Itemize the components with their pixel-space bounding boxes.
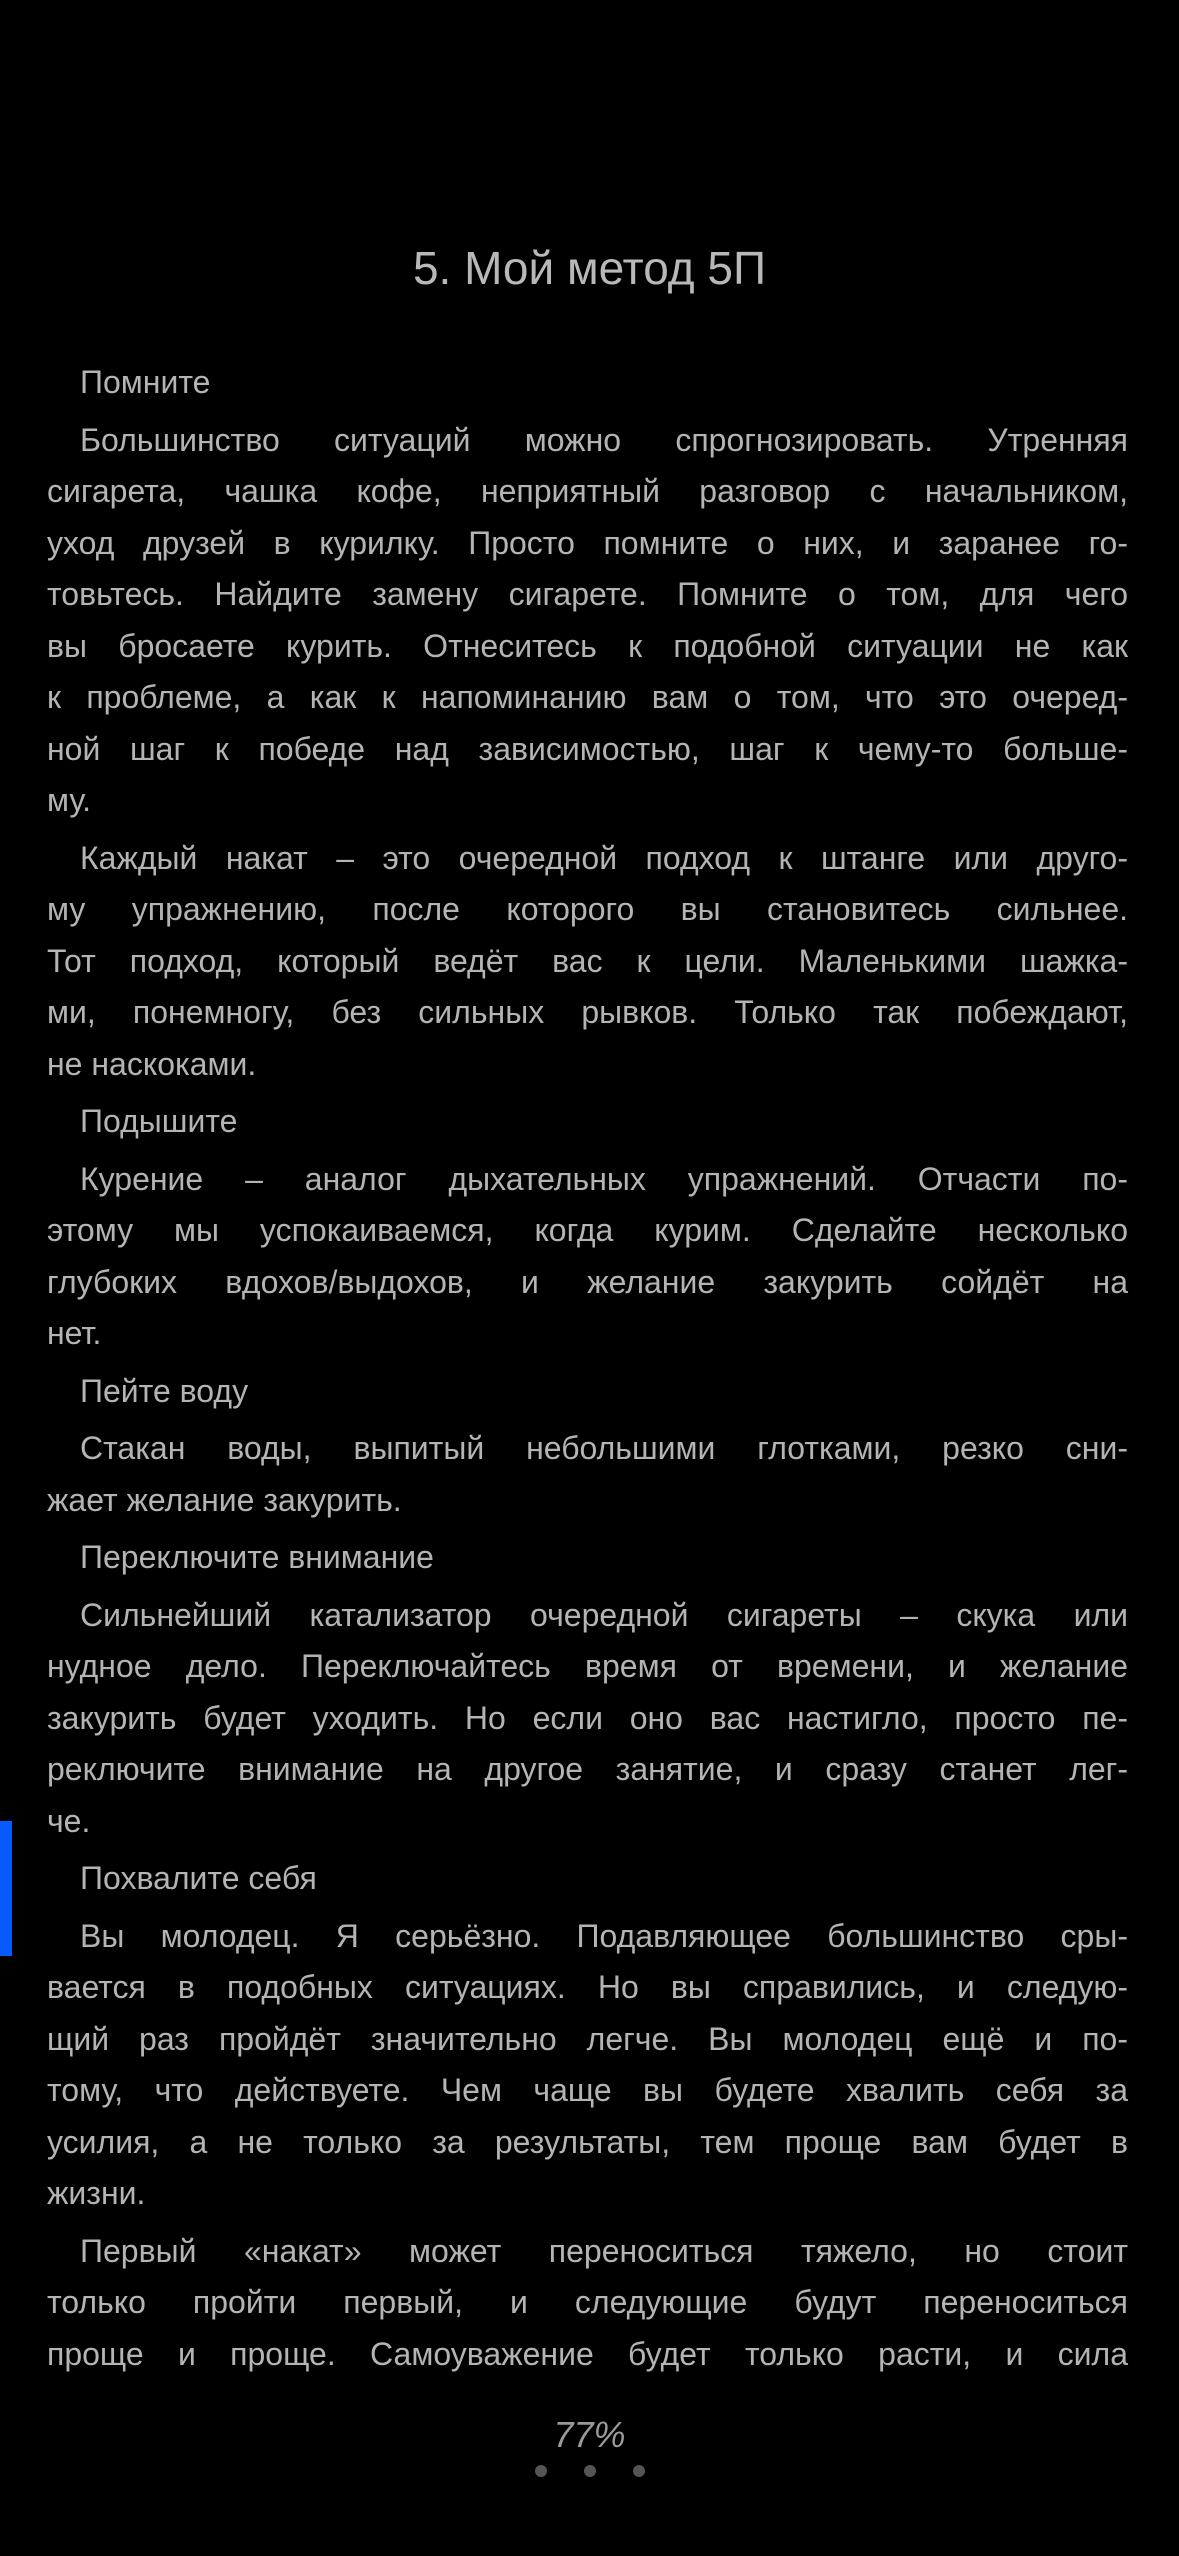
text-line: Подышите (80, 1103, 238, 1139)
text-line: ми, понемногу, без сильных рывков. Только так побеждают, (47, 994, 1128, 1030)
text-line: Каждый накат – это очередной подход к штанге или друго- (80, 839, 1128, 876)
text-line: жизни. (47, 2175, 146, 2211)
text-line: закурить будет уходить. Но если оно вас настигло, просто пе- (47, 1699, 1128, 1736)
reading-position-marker[interactable] (0, 1821, 12, 1956)
text-line: проще и проще. Самоуважение будет только расти, и сила (47, 2335, 1128, 2372)
chapter-title: 5. Мой метод 5П (412, 242, 767, 294)
text-line: этому мы успокаиваемся, когда курим. Сделайте несколько (47, 1212, 1128, 1248)
dot-icon (633, 2465, 645, 2477)
text-line: му упражнению, после которого вы становитесь сильнее. (47, 891, 1128, 927)
text-line: Курение – аналог дыхательных упражнений. Отчасти по- (80, 1160, 1128, 1197)
text-line: Похвалите себя (80, 1860, 317, 1896)
text-line: Стакан воды, выпитый небольшими глотками, резко сни- (80, 1430, 1128, 1466)
section-heading (47, 357, 1128, 409)
paragraph (47, 833, 1128, 1091)
text-line: только пройти первый, и следующие будут переноситься (47, 2284, 1128, 2320)
text-line: Большинство ситуаций можно спрогнозировать. Утренняя (80, 421, 1128, 458)
text-line: вы бросаете курить. Отнеситесь к подобной ситуации не как (47, 627, 1128, 664)
text-line: тому, что действуете. Чем чаще вы будете хвалить себя за (47, 2072, 1128, 2108)
text-line: му. (47, 782, 92, 818)
text-line: нет. (47, 1315, 102, 1351)
text-line: Сильнейший катализатор очередной сигареты – скука или (80, 1596, 1128, 1633)
text-line: уход друзей в курилку. Просто помните о них, и заранее го- (47, 524, 1128, 561)
paragraph (47, 2226, 1128, 2381)
text-line: Тот подход, который ведёт вас к цели. Маленькими шажка- (47, 942, 1128, 979)
text-line: Вы молодец. Я серьёзно. Подавляющее большинство сры- (80, 1917, 1128, 1954)
dot-icon (535, 2465, 547, 2477)
menu-dots-button[interactable] (0, 2465, 1179, 2477)
text-line: глубоких вдохов/выдохов, и желание закурить сойдёт на (47, 1263, 1128, 1300)
section-heading (47, 1853, 1128, 1905)
text-line: товьтесь. Найдите замену сигарете. Помните о том, для чего (47, 576, 1128, 612)
section-heading (47, 1366, 1128, 1418)
text-line: Пейте воду (80, 1372, 249, 1409)
text-line: жает желание закурить. (47, 1481, 402, 1518)
text-line: вается в подобных ситуациях. Но вы справились, и следую- (47, 1969, 1128, 2005)
text-line: сигарета, чашка кофе, неприятный разговор с начальником, (47, 473, 1128, 509)
text-line: реключите внимание на другое занятие, и сразу станет лег- (47, 1751, 1128, 1787)
paragraph (47, 1423, 1128, 1526)
paragraph (47, 415, 1128, 827)
text-line: нудное дело. Переключайтесь время от времени, и желание (47, 1648, 1128, 1684)
text-line: усилия, а не только за результаты, тем проще вам будет в (47, 2123, 1128, 2160)
text-line: Помните (80, 364, 211, 400)
text-line: ной шаг к победе над зависимостью, шаг к чему-то больше- (47, 730, 1128, 767)
reading-progress: 77% (553, 2414, 626, 2455)
text-line: не наскоками. (47, 1045, 257, 1082)
text-line: к проблеме, а как к напоминанию вам о том, что это очеред- (47, 679, 1128, 715)
page-text[interactable] (47, 357, 1128, 2386)
section-heading (47, 1096, 1128, 1148)
paragraph (47, 1154, 1128, 1360)
dot-icon (584, 2465, 596, 2477)
text-line: Первый «накат» может переноситься тяжело, но стоит (80, 2232, 1128, 2269)
paragraph (47, 1590, 1128, 1848)
text-line: че. (47, 1802, 91, 1839)
section-heading (47, 1532, 1128, 1584)
paragraph (47, 1911, 1128, 2220)
text-line: Переключите внимание (80, 1539, 434, 1575)
text-line: щий раз пройдёт значительно легче. Вы молодец ещё и по- (47, 2020, 1128, 2057)
